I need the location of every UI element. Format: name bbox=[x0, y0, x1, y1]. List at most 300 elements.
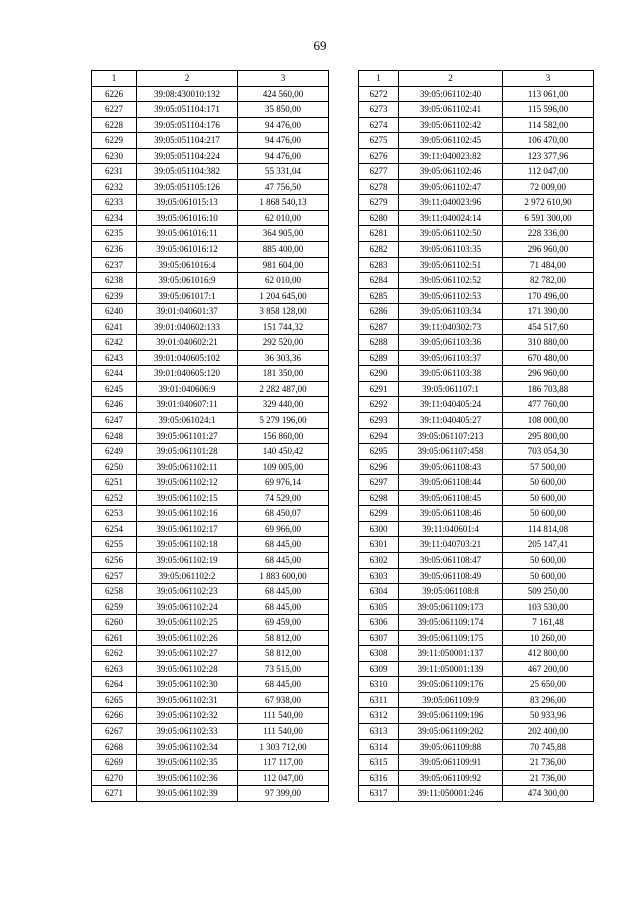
cadastral-number-cell: 39:05:051104:224 bbox=[137, 148, 238, 164]
value-cell: 21 736,00 bbox=[503, 755, 594, 771]
cadastral-number-cell: 39:05:061108:47 bbox=[399, 552, 503, 568]
row-number-cell: 6255 bbox=[92, 537, 137, 553]
table-row bbox=[359, 506, 594, 522]
cadastral-number-cell: 39:05:061102:47 bbox=[399, 179, 503, 195]
row-number-cell: 6311 bbox=[359, 692, 399, 708]
table-row bbox=[92, 739, 329, 755]
value-cell: 202 400,00 bbox=[503, 723, 594, 739]
value-cell: 6 591 300,00 bbox=[503, 210, 594, 226]
cadastral-number-cell: 39:05:061102:15 bbox=[137, 490, 238, 506]
row-number-cell: 6273 bbox=[359, 102, 399, 118]
value-cell: 50 933,96 bbox=[503, 708, 594, 724]
value-cell: 112 047,00 bbox=[238, 770, 329, 786]
cadastral-number-cell: 39:05:061102:34 bbox=[137, 739, 238, 755]
row-number-cell: 6287 bbox=[359, 319, 399, 335]
row-number-cell: 6280 bbox=[359, 210, 399, 226]
cadastral-number-cell: 39:05:061102:17 bbox=[137, 521, 238, 537]
table-row bbox=[92, 506, 329, 522]
cadastral-number-cell: 39:05:061102:18 bbox=[137, 537, 238, 553]
table-row bbox=[92, 195, 329, 211]
table-row bbox=[359, 786, 594, 802]
row-number-cell: 6232 bbox=[92, 179, 137, 195]
row-number-cell: 6309 bbox=[359, 661, 399, 677]
row-number-cell: 6257 bbox=[92, 568, 137, 584]
value-cell: 69 459,00 bbox=[238, 615, 329, 631]
table-row bbox=[92, 273, 329, 289]
value-cell: 58 812,00 bbox=[238, 630, 329, 646]
table-row bbox=[92, 428, 329, 444]
cadastral-number-cell: 39:11:040024:14 bbox=[399, 210, 503, 226]
value-cell: 3 858 128,00 bbox=[238, 304, 329, 320]
row-number-cell: 6227 bbox=[92, 102, 137, 118]
value-cell: 295 800,00 bbox=[503, 428, 594, 444]
table-row bbox=[92, 319, 329, 335]
table-right bbox=[358, 70, 594, 802]
row-number-cell: 6267 bbox=[92, 723, 137, 739]
value-cell: 67 938,00 bbox=[238, 692, 329, 708]
cadastral-number-cell: 39:05:061102:12 bbox=[137, 475, 238, 491]
value-cell: 151 744,32 bbox=[238, 319, 329, 335]
value-cell: 228 336,00 bbox=[503, 226, 594, 242]
table-row bbox=[359, 475, 594, 491]
row-number-cell: 6295 bbox=[359, 444, 399, 460]
value-cell: 140 450,42 bbox=[238, 444, 329, 460]
table-row bbox=[92, 226, 329, 242]
table-row bbox=[359, 568, 594, 584]
table-row bbox=[92, 164, 329, 180]
table-row bbox=[359, 584, 594, 600]
cadastral-number-cell: 39:11:050001:137 bbox=[399, 646, 503, 662]
row-number-cell: 6290 bbox=[359, 366, 399, 382]
cadastral-number-cell: 39:05:051104:217 bbox=[137, 133, 238, 149]
value-cell: 329 440,00 bbox=[238, 397, 329, 413]
cadastral-number-cell: 39:05:061016:11 bbox=[137, 226, 238, 242]
row-number-cell: 6254 bbox=[92, 521, 137, 537]
value-cell: 94 476,00 bbox=[238, 148, 329, 164]
row-number-cell: 6274 bbox=[359, 117, 399, 133]
cadastral-number-cell: 39:05:061107:213 bbox=[399, 428, 503, 444]
table-row bbox=[359, 319, 594, 335]
table-row bbox=[359, 630, 594, 646]
cadastral-number-cell: 39:01:040601:37 bbox=[137, 304, 238, 320]
value-cell: 186 703,88 bbox=[503, 381, 594, 397]
table-row bbox=[359, 723, 594, 739]
table-row bbox=[92, 86, 329, 102]
value-cell: 114 814,08 bbox=[503, 521, 594, 537]
row-number-cell: 6285 bbox=[359, 288, 399, 304]
cadastral-number-cell: 39:05:061108:45 bbox=[399, 490, 503, 506]
value-cell: 58 812,00 bbox=[238, 646, 329, 662]
cadastral-number-cell: 39:05:061107:458 bbox=[399, 444, 503, 460]
row-number-cell: 6271 bbox=[92, 786, 137, 802]
table-row bbox=[359, 646, 594, 662]
table-row bbox=[359, 599, 594, 615]
row-number-cell: 6236 bbox=[92, 242, 137, 258]
value-cell: 94 476,00 bbox=[238, 133, 329, 149]
column-header: 3 bbox=[503, 71, 594, 87]
row-number-cell: 6305 bbox=[359, 599, 399, 615]
table-row bbox=[359, 148, 594, 164]
value-cell: 424 560,00 bbox=[238, 86, 329, 102]
cadastral-number-cell: 39:08:430010:132 bbox=[137, 86, 238, 102]
cadastral-number-cell: 39:05:051104:171 bbox=[137, 102, 238, 118]
row-number-cell: 6281 bbox=[359, 226, 399, 242]
value-cell: 97 399,00 bbox=[238, 786, 329, 802]
cadastral-number-cell: 39:05:061016:4 bbox=[137, 257, 238, 273]
cadastral-number-cell: 39:05:061102:45 bbox=[399, 133, 503, 149]
row-number-cell: 6272 bbox=[359, 86, 399, 102]
table-row bbox=[92, 708, 329, 724]
value-cell: 2 972 610,90 bbox=[503, 195, 594, 211]
row-number-cell: 6289 bbox=[359, 350, 399, 366]
cadastral-number-cell: 39:05:061102:31 bbox=[137, 692, 238, 708]
table-row bbox=[92, 257, 329, 273]
cadastral-number-cell: 39:05:061108:46 bbox=[399, 506, 503, 522]
row-number-cell: 6277 bbox=[359, 164, 399, 180]
table-row bbox=[359, 86, 594, 102]
value-cell: 36 303,36 bbox=[238, 350, 329, 366]
table-row bbox=[359, 257, 594, 273]
table-row bbox=[92, 459, 329, 475]
table-row bbox=[359, 755, 594, 771]
column-header: 3 bbox=[238, 71, 329, 87]
row-number-cell: 6249 bbox=[92, 444, 137, 460]
cadastral-number-cell: 39:05:061102:32 bbox=[137, 708, 238, 724]
table-row bbox=[92, 692, 329, 708]
cadastral-number-cell: 39:05:061102:52 bbox=[399, 273, 503, 289]
table-row bbox=[359, 708, 594, 724]
cadastral-number-cell: 39:01:040605:120 bbox=[137, 366, 238, 382]
cadastral-number-cell: 39:05:061109:88 bbox=[399, 739, 503, 755]
table-row bbox=[92, 304, 329, 320]
table-row bbox=[359, 490, 594, 506]
value-cell: 5 279 196,00 bbox=[238, 413, 329, 429]
value-cell: 68 445,00 bbox=[238, 584, 329, 600]
cadastral-number-cell: 39:05:061102:11 bbox=[137, 459, 238, 475]
value-cell: 74 529,00 bbox=[238, 490, 329, 506]
table-row bbox=[92, 786, 329, 802]
value-cell: 670 480,00 bbox=[503, 350, 594, 366]
value-cell: 68 445,00 bbox=[238, 677, 329, 693]
table-row bbox=[359, 661, 594, 677]
table-row bbox=[359, 117, 594, 133]
cadastral-number-cell: 39:01:040602:133 bbox=[137, 319, 238, 335]
cadastral-number-cell: 39:05:061102:50 bbox=[399, 226, 503, 242]
cadastral-number-cell: 39:05:061102:46 bbox=[399, 164, 503, 180]
cadastral-number-cell: 39:05:061102:23 bbox=[137, 584, 238, 600]
value-cell: 55 331,04 bbox=[238, 164, 329, 180]
page-number: 69 bbox=[313, 38, 327, 53]
row-number-cell: 6306 bbox=[359, 615, 399, 631]
value-cell: 364 905,00 bbox=[238, 226, 329, 242]
table-row bbox=[92, 288, 329, 304]
row-number-cell: 6260 bbox=[92, 615, 137, 631]
value-cell: 69 966,00 bbox=[238, 521, 329, 537]
table-row bbox=[359, 179, 594, 195]
cadastral-number-cell: 39:05:061024:1 bbox=[137, 413, 238, 429]
cadastral-number-cell: 39:05:061102:41 bbox=[399, 102, 503, 118]
table-row bbox=[359, 288, 594, 304]
table-row bbox=[92, 397, 329, 413]
row-number-cell: 6241 bbox=[92, 319, 137, 335]
value-cell: 72 009,00 bbox=[503, 179, 594, 195]
table-row bbox=[359, 397, 594, 413]
row-number-cell: 6252 bbox=[92, 490, 137, 506]
row-number-cell: 6283 bbox=[359, 257, 399, 273]
table-row bbox=[359, 770, 594, 786]
cadastral-number-cell: 39:05:061102:19 bbox=[137, 552, 238, 568]
cadastral-number-cell: 39:05:061102:39 bbox=[137, 786, 238, 802]
table-row bbox=[92, 210, 329, 226]
value-cell: 108 000,00 bbox=[503, 413, 594, 429]
row-number-cell: 6235 bbox=[92, 226, 137, 242]
row-number-cell: 6269 bbox=[92, 755, 137, 771]
row-number-cell: 6299 bbox=[359, 506, 399, 522]
table-row bbox=[359, 521, 594, 537]
value-cell: 112 047,00 bbox=[503, 164, 594, 180]
cadastral-number-cell: 39:05:061102:26 bbox=[137, 630, 238, 646]
value-cell: 50 600,00 bbox=[503, 568, 594, 584]
value-cell: 156 860,00 bbox=[238, 428, 329, 444]
table-header-row bbox=[92, 71, 329, 87]
value-cell: 114 582,00 bbox=[503, 117, 594, 133]
table-row bbox=[92, 521, 329, 537]
value-cell: 117 117,00 bbox=[238, 755, 329, 771]
cadastral-number-cell: 39:11:040023:96 bbox=[399, 195, 503, 211]
value-cell: 1 883 600,00 bbox=[238, 568, 329, 584]
row-number-cell: 6266 bbox=[92, 708, 137, 724]
table-row bbox=[359, 164, 594, 180]
row-number-cell: 6243 bbox=[92, 350, 137, 366]
cadastral-number-cell: 39:05:061102:24 bbox=[137, 599, 238, 615]
cadastral-number-cell: 39:11:040302:73 bbox=[399, 319, 503, 335]
value-cell: 106 470,00 bbox=[503, 133, 594, 149]
value-cell: 171 390,00 bbox=[503, 304, 594, 320]
row-number-cell: 6286 bbox=[359, 304, 399, 320]
table-row bbox=[359, 444, 594, 460]
cadastral-number-cell: 39:11:040601:4 bbox=[399, 521, 503, 537]
table-row bbox=[92, 677, 329, 693]
value-cell: 71 484,00 bbox=[503, 257, 594, 273]
cadastral-number-cell: 39:05:061103:35 bbox=[399, 242, 503, 258]
table-row bbox=[359, 381, 594, 397]
cadastral-number-cell: 39:05:061109:9 bbox=[399, 692, 503, 708]
row-number-cell: 6251 bbox=[92, 475, 137, 491]
row-number-cell: 6282 bbox=[359, 242, 399, 258]
row-number-cell: 6262 bbox=[92, 646, 137, 662]
column-header: 2 bbox=[399, 71, 503, 87]
value-cell: 109 005,00 bbox=[238, 459, 329, 475]
table-header-row bbox=[359, 71, 594, 87]
row-number-cell: 6275 bbox=[359, 133, 399, 149]
table-row bbox=[359, 615, 594, 631]
value-cell: 82 782,00 bbox=[503, 273, 594, 289]
table-row bbox=[92, 615, 329, 631]
row-number-cell: 6310 bbox=[359, 677, 399, 693]
table-row bbox=[359, 413, 594, 429]
table-row bbox=[92, 102, 329, 118]
table-row bbox=[92, 661, 329, 677]
value-cell: 69 976,14 bbox=[238, 475, 329, 491]
table-row bbox=[359, 428, 594, 444]
cadastral-number-cell: 39:05:061109:202 bbox=[399, 723, 503, 739]
row-number-cell: 6230 bbox=[92, 148, 137, 164]
value-cell: 68 450,07 bbox=[238, 506, 329, 522]
row-number-cell: 6312 bbox=[359, 708, 399, 724]
row-number-cell: 6307 bbox=[359, 630, 399, 646]
table-row bbox=[92, 381, 329, 397]
cadastral-number-cell: 39:01:040606:9 bbox=[137, 381, 238, 397]
cadastral-number-cell: 39:05:061103:34 bbox=[399, 304, 503, 320]
table-row bbox=[359, 552, 594, 568]
cadastral-number-cell: 39:05:061103:38 bbox=[399, 366, 503, 382]
row-number-cell: 6294 bbox=[359, 428, 399, 444]
cadastral-number-cell: 39:05:061103:36 bbox=[399, 335, 503, 351]
row-number-cell: 6278 bbox=[359, 179, 399, 195]
value-cell: 50 600,00 bbox=[503, 552, 594, 568]
table-row bbox=[359, 210, 594, 226]
cadastral-number-cell: 39:05:051104:176 bbox=[137, 117, 238, 133]
value-cell: 170 496,00 bbox=[503, 288, 594, 304]
cadastral-number-cell: 39:05:061102:30 bbox=[137, 677, 238, 693]
value-cell: 68 445,00 bbox=[238, 537, 329, 553]
value-cell: 296 960,00 bbox=[503, 366, 594, 382]
table-row bbox=[92, 413, 329, 429]
value-cell: 68 445,00 bbox=[238, 552, 329, 568]
value-cell: 57 500,00 bbox=[503, 459, 594, 475]
value-cell: 35 850,00 bbox=[238, 102, 329, 118]
value-cell: 1 303 712,00 bbox=[238, 739, 329, 755]
value-cell: 474 300,00 bbox=[503, 786, 594, 802]
row-number-cell: 6265 bbox=[92, 692, 137, 708]
row-number-cell: 6233 bbox=[92, 195, 137, 211]
table-row bbox=[92, 242, 329, 258]
cadastral-number-cell: 39:05:061102:53 bbox=[399, 288, 503, 304]
cadastral-number-cell: 39:05:061102:28 bbox=[137, 661, 238, 677]
row-number-cell: 6284 bbox=[359, 273, 399, 289]
cadastral-number-cell: 39:11:050001:246 bbox=[399, 786, 503, 802]
cadastral-number-cell: 39:11:050001:139 bbox=[399, 661, 503, 677]
value-cell: 50 600,00 bbox=[503, 475, 594, 491]
table-row bbox=[92, 148, 329, 164]
row-number-cell: 6308 bbox=[359, 646, 399, 662]
table-left bbox=[91, 70, 329, 802]
value-cell: 94 476,00 bbox=[238, 117, 329, 133]
value-cell: 115 596,00 bbox=[503, 102, 594, 118]
column-header: 1 bbox=[92, 71, 137, 87]
row-number-cell: 6296 bbox=[359, 459, 399, 475]
cadastral-number-cell: 39:05:061016:10 bbox=[137, 210, 238, 226]
value-cell: 205 147,41 bbox=[503, 537, 594, 553]
cadastral-number-cell: 39:05:061108:43 bbox=[399, 459, 503, 475]
row-number-cell: 6263 bbox=[92, 661, 137, 677]
cadastral-number-cell: 39:01:040602:21 bbox=[137, 335, 238, 351]
row-number-cell: 6291 bbox=[359, 381, 399, 397]
row-number-cell: 6242 bbox=[92, 335, 137, 351]
value-cell: 981 604,00 bbox=[238, 257, 329, 273]
value-cell: 25 650,00 bbox=[503, 677, 594, 693]
row-number-cell: 6302 bbox=[359, 552, 399, 568]
cadastral-number-cell: 39:05:061109:174 bbox=[399, 615, 503, 631]
row-number-cell: 6264 bbox=[92, 677, 137, 693]
cadastral-number-cell: 39:11:040405:27 bbox=[399, 413, 503, 429]
table-row bbox=[359, 677, 594, 693]
cadastral-number-cell: 39:05:061017:1 bbox=[137, 288, 238, 304]
row-number-cell: 6268 bbox=[92, 739, 137, 755]
table-row bbox=[92, 366, 329, 382]
cadastral-number-cell: 39:05:061102:33 bbox=[137, 723, 238, 739]
value-cell: 885 400,00 bbox=[238, 242, 329, 258]
table-row bbox=[92, 133, 329, 149]
cadastral-number-cell: 39:01:040605:102 bbox=[137, 350, 238, 366]
value-cell: 73 515,00 bbox=[238, 661, 329, 677]
cadastral-number-cell: 39:05:061102:2 bbox=[137, 568, 238, 584]
value-cell: 47 756,50 bbox=[238, 179, 329, 195]
value-cell: 181 350,00 bbox=[238, 366, 329, 382]
value-cell: 68 445,00 bbox=[238, 599, 329, 615]
value-cell: 10 260,00 bbox=[503, 630, 594, 646]
value-cell: 477 760,00 bbox=[503, 397, 594, 413]
table-row bbox=[359, 273, 594, 289]
table-row bbox=[359, 133, 594, 149]
table-row bbox=[359, 195, 594, 211]
value-cell: 111 540,00 bbox=[238, 723, 329, 739]
table-row bbox=[92, 552, 329, 568]
cadastral-number-cell: 39:05:051104:382 bbox=[137, 164, 238, 180]
row-number-cell: 6288 bbox=[359, 335, 399, 351]
table-row bbox=[92, 179, 329, 195]
value-cell: 62 010,00 bbox=[238, 210, 329, 226]
row-number-cell: 6276 bbox=[359, 148, 399, 164]
row-number-cell: 6314 bbox=[359, 739, 399, 755]
value-cell: 103 530,00 bbox=[503, 599, 594, 615]
table-row bbox=[359, 692, 594, 708]
cadastral-number-cell: 39:01:040607:11 bbox=[137, 397, 238, 413]
cadastral-number-cell: 39:05:061102:51 bbox=[399, 257, 503, 273]
value-cell: 62 010,00 bbox=[238, 273, 329, 289]
table-row bbox=[92, 350, 329, 366]
cadastral-number-cell: 39:05:061109:175 bbox=[399, 630, 503, 646]
row-number-cell: 6246 bbox=[92, 397, 137, 413]
value-cell: 111 540,00 bbox=[238, 708, 329, 724]
row-number-cell: 6231 bbox=[92, 164, 137, 180]
cadastral-number-cell: 39:05:061016:9 bbox=[137, 273, 238, 289]
value-cell: 123 377,96 bbox=[503, 148, 594, 164]
table-row bbox=[92, 537, 329, 553]
row-number-cell: 6313 bbox=[359, 723, 399, 739]
row-number-cell: 6315 bbox=[359, 755, 399, 771]
row-number-cell: 6239 bbox=[92, 288, 137, 304]
table-row bbox=[92, 490, 329, 506]
cadastral-number-cell: 39:11:040023:82 bbox=[399, 148, 503, 164]
row-number-cell: 6228 bbox=[92, 117, 137, 133]
row-number-cell: 6292 bbox=[359, 397, 399, 413]
value-cell: 1 204 645,00 bbox=[238, 288, 329, 304]
cadastral-number-cell: 39:05:061102:16 bbox=[137, 506, 238, 522]
row-number-cell: 6261 bbox=[92, 630, 137, 646]
cadastral-number-cell: 39:05:061107:1 bbox=[399, 381, 503, 397]
row-number-cell: 6316 bbox=[359, 770, 399, 786]
value-cell: 113 061,00 bbox=[503, 86, 594, 102]
value-cell: 412 800,00 bbox=[503, 646, 594, 662]
value-cell: 1 868 540,13 bbox=[238, 195, 329, 211]
value-cell: 703 054,30 bbox=[503, 444, 594, 460]
table-row bbox=[92, 568, 329, 584]
cadastral-number-cell: 39:05:061015:13 bbox=[137, 195, 238, 211]
cadastral-number-cell: 39:05:061108:8 bbox=[399, 584, 503, 600]
cadastral-number-cell: 39:05:061102:35 bbox=[137, 755, 238, 771]
value-cell: 2 282 487,00 bbox=[238, 381, 329, 397]
